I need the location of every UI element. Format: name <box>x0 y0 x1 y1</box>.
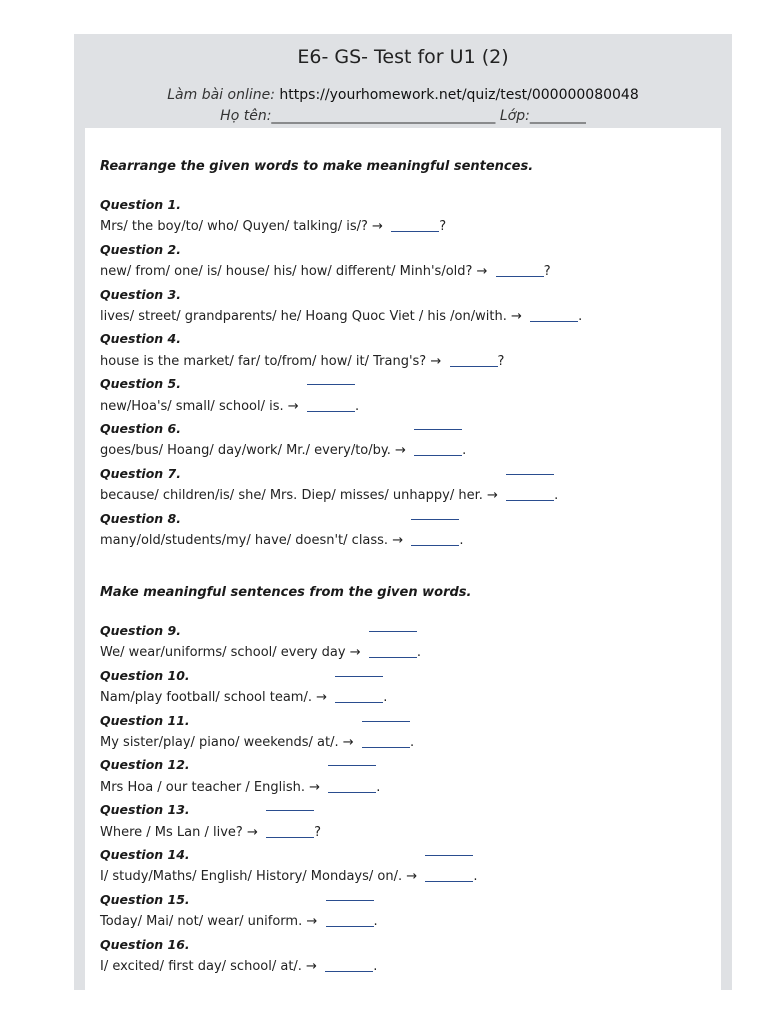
question-label: Question 2. <box>100 241 181 257</box>
question-label: Question 9. <box>100 623 181 638</box>
answer-blank[interactable] <box>496 264 544 277</box>
question-row <box>100 264 551 279</box>
sentence-end-mark: . <box>473 869 478 885</box>
question-label: Question 5. <box>100 376 181 392</box>
question-row <box>100 354 504 369</box>
question-label: Question 8. <box>100 510 181 526</box>
question-row <box>100 825 321 840</box>
question-row <box>100 780 380 795</box>
answer-blank-upper-rule <box>362 721 410 722</box>
question-prompt: because/ children/is/ she/ Mrs. Diep/ misses/ unhappy/ her. → <box>100 488 498 504</box>
question-label: Question 15. <box>100 891 190 907</box>
online-prefix: Làm bài online: <box>167 87 280 103</box>
question-prompt: new/ from/ one/ is/ house/ his/ how/ different/ Minh's/old? → <box>100 264 488 280</box>
answer-blank[interactable] <box>328 780 376 793</box>
sentence-end-mark: . <box>416 645 422 661</box>
question-label: Question 7. <box>100 465 181 481</box>
question-prompt: Where / Ms Lan / live? → <box>100 824 258 840</box>
question-prompt: Mrs/ the boy/to/ who/ Quyen/ talking/ is/? → <box>100 219 383 235</box>
question-row <box>100 914 378 929</box>
student-name-class-line: Họ tên:________________________________ Lớp:________ <box>220 108 586 124</box>
answer-blank[interactable] <box>325 959 373 972</box>
sentence-end-mark: . <box>578 309 583 324</box>
sentence-end-mark: . <box>354 398 360 414</box>
question-row <box>100 399 359 414</box>
answer-blank[interactable] <box>506 488 554 501</box>
question-row <box>100 488 558 503</box>
answer-blank-upper-rule <box>266 810 314 811</box>
question-prompt: many/old/students/my/ have/ doesn't/ class. → <box>100 533 404 548</box>
answer-blank[interactable] <box>450 354 498 367</box>
answer-blank-upper-rule <box>335 676 383 677</box>
question-label: Question 14. <box>100 847 190 862</box>
question-prompt: lives/ street/ grandparents/ he/ Hoang Quoc Viet / his /on/with. → <box>100 309 522 324</box>
answer-blank-upper-rule <box>328 765 376 766</box>
sentence-end-mark: . <box>409 735 415 750</box>
question-prompt: Nam/play football/ school team/. → <box>100 690 327 706</box>
sentence-end-mark: . <box>373 959 378 974</box>
section-heading: Make meaningful sentences from the given words. <box>100 585 472 600</box>
question-prompt: goes/bus/ Hoang/ day/work/ Mr./ every/to/by. → <box>100 443 406 459</box>
online-url[interactable]: https://yourhomework.net/quiz/test/000000080048 <box>279 87 639 103</box>
sentence-end-mark: . <box>554 488 559 504</box>
sentence-end-mark: ? <box>439 219 447 235</box>
question-label: Question 11. <box>100 712 190 728</box>
answer-blank[interactable] <box>425 869 473 882</box>
answer-blank-upper-rule <box>307 384 355 385</box>
question-row <box>100 690 387 705</box>
question-prompt: My sister/play/ piano/ weekends/ at/. → <box>100 735 354 750</box>
sentence-end-mark: ? <box>497 353 505 369</box>
question-row <box>100 959 377 974</box>
sentence-end-mark: . <box>376 779 381 795</box>
answer-blank[interactable] <box>369 645 417 658</box>
question-label: Question 13. <box>100 802 190 818</box>
sentence-end-mark: . <box>462 443 467 459</box>
answer-blank[interactable] <box>391 219 439 232</box>
answer-blank[interactable] <box>362 735 410 748</box>
answer-blank-upper-rule <box>506 474 554 475</box>
answer-blank-upper-rule <box>369 631 417 632</box>
question-row <box>100 645 421 660</box>
question-row <box>100 219 446 234</box>
answer-blank[interactable] <box>530 309 578 322</box>
question-prompt: house is the market/ far/ to/from/ how/ it/ Trang's? → <box>100 353 442 369</box>
question-label: Question 3. <box>100 286 181 302</box>
answer-blank[interactable] <box>335 690 383 703</box>
question-row <box>100 869 478 884</box>
question-label: Question 4. <box>100 331 181 347</box>
answer-blank-upper-rule <box>411 519 459 520</box>
answer-blank[interactable] <box>326 914 374 927</box>
question-label: Question 16. <box>100 936 190 952</box>
question-card <box>85 128 721 998</box>
online-link-line <box>74 87 732 103</box>
question-row <box>100 533 464 548</box>
question-label: Question 6. <box>100 421 181 436</box>
question-prompt: Mrs Hoa / our teacher / English. → <box>100 779 321 795</box>
page-title: E6- GS- Test for U1 (2) <box>297 46 509 68</box>
question-prompt: We/ wear/uniforms/ school/ every day → <box>100 645 361 661</box>
question-row <box>100 443 466 458</box>
sentence-end-mark: . <box>383 690 388 706</box>
question-label: Question 1. <box>100 197 181 212</box>
section-heading: Rearrange the given words to make meaningful sentences. <box>100 159 534 174</box>
worksheet <box>74 34 732 990</box>
answer-blank[interactable] <box>414 443 462 456</box>
question-label: Question 12. <box>100 757 190 773</box>
question-prompt: new/Hoa's/ small/ school/ is. → <box>100 398 299 414</box>
question-label: Question 10. <box>100 667 190 683</box>
answer-blank-upper-rule <box>326 900 374 901</box>
question-prompt: Today/ Mai/ not/ wear/ uniform. → <box>100 914 318 930</box>
answer-blank-upper-rule <box>414 429 462 430</box>
question-row <box>100 309 582 324</box>
question-prompt: I/ excited/ first day/ school/ at/. → <box>100 959 317 974</box>
answer-blank[interactable] <box>411 533 459 546</box>
sentence-end-mark: ? <box>314 824 322 840</box>
answer-blank[interactable] <box>266 825 314 838</box>
sentence-end-mark: . <box>373 914 378 930</box>
sentence-end-mark: . <box>459 533 464 548</box>
sentence-end-mark: ? <box>543 264 551 280</box>
question-prompt: I/ study/Maths/ English/ History/ Mondays/ on/. → <box>100 869 418 885</box>
answer-blank[interactable] <box>307 399 355 412</box>
answer-blank-upper-rule <box>425 855 473 856</box>
question-row <box>100 735 414 750</box>
